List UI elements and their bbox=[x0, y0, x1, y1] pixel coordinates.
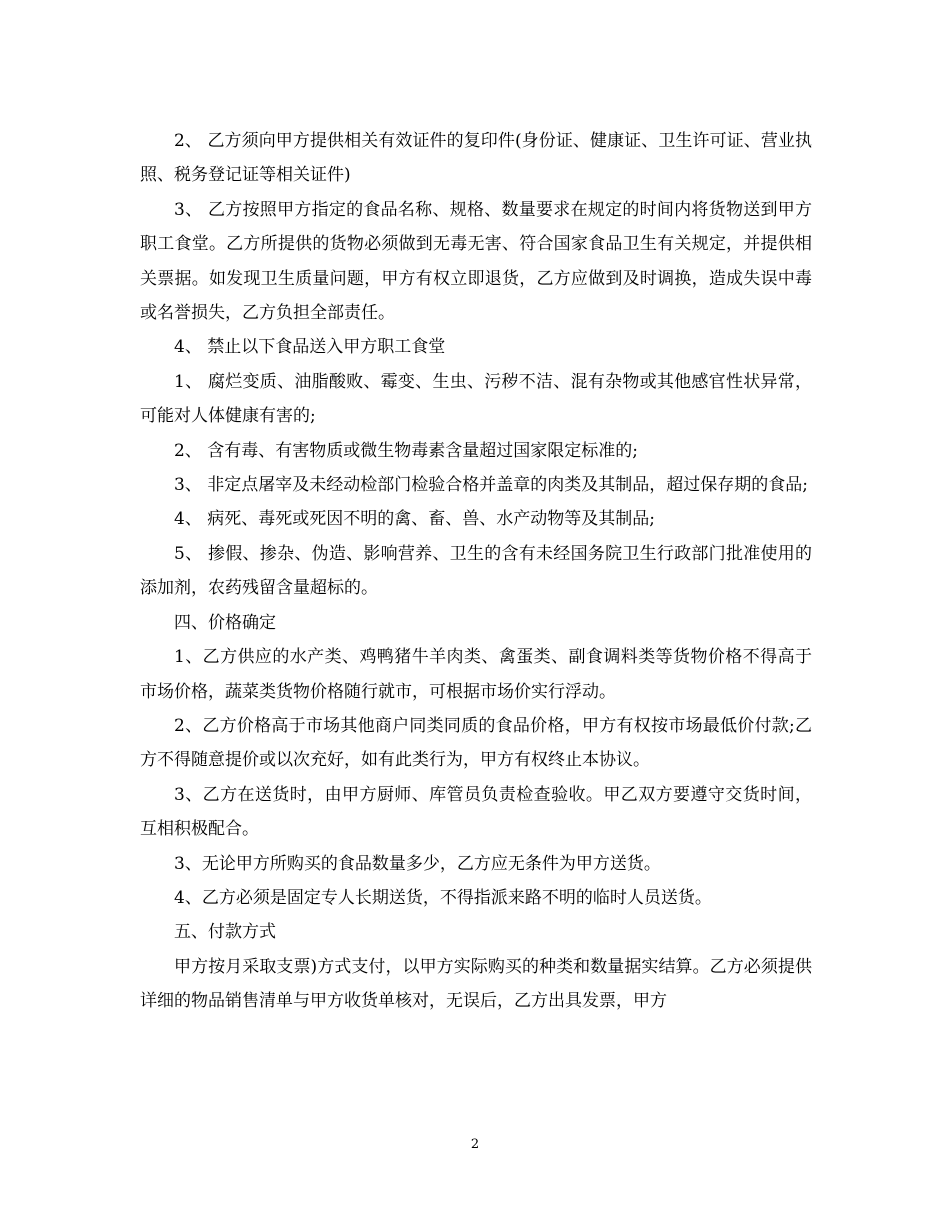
paragraph-pricing-2: 2、乙方价格高于市场其他商户同类同质的食品价格，甲方有权按市场最低价付款;乙方不得随意提价或以次充好，如有此类行为，甲方有权终止本协议。 bbox=[140, 715, 812, 771]
paragraph-prohibited-item-3: 3、 非定点屠宰及未经动检部门检验合格并盖章的肉类及其制品，超过保存期的食品; bbox=[174, 475, 808, 496]
paragraph-payment: 甲方按月采取支票)方式支付，以甲方实际购买的种类和数量据实结算。乙方必须提供详细的物品销售清单与甲方收货单核对，无误后，乙方出具发票，甲方 bbox=[140, 956, 812, 1012]
paragraph-clause-3-delivery: 3、 乙方按照甲方指定的食品名称、规格、数量要求在规定的时间内将货物送到甲方职工食堂。乙方所提供的货物必须做到无毒无害、符合国家食品卫生有关规定，并提供相关票据。如发现卫生质量问题，甲方有权立即退货，乙方应做到及时调换，造成失误中毒或名誉损失，乙方负担全部责任。 bbox=[140, 199, 812, 324]
paragraph-prohibited-item-1: 1、 腐烂变质、油脂酸败、霉变、生虫、污秽不洁、混有杂物或其他感官性状异常，可能对人体健康有害的; bbox=[140, 371, 812, 427]
paragraph-pricing-3: 3、乙方在送货时，由甲方厨师、库管员负责检查验收。甲乙双方要遵守交货时间，互相积极配合。 bbox=[140, 784, 812, 840]
section-heading-pricing: 四、价格确定 bbox=[174, 612, 276, 633]
paragraph-pricing-3b: 3、无论甲方所购买的食品数量多少，乙方应无条件为甲方送货。 bbox=[174, 853, 661, 874]
paragraph-prohibited-item-5: 5、 掺假、掺杂、伪造、影响营养、卫生的含有未经国务院卫生行政部门批准使用的添加剂，农药残留含量超标的。 bbox=[140, 543, 812, 599]
document-body bbox=[140, 124, 812, 1019]
paragraph-pricing-1: 1、乙方供应的水产类、鸡鸭猪牛羊肉类、禽蛋类、副食调料类等货物价格不得高于市场价格，蔬菜类货物价格随行就市，可根据市场价实行浮动。 bbox=[140, 647, 812, 702]
paragraph-prohibited-item-2: 2、 含有毒、有害物质或微生物毒素含量超过国家限定标准的; bbox=[174, 440, 638, 461]
paragraph-clause-4-prohibited: 4、 禁止以下食品送入甲方职工食堂 bbox=[174, 337, 446, 358]
paragraph-pricing-4: 4、乙方必须是固定专人长期送货，不得指派来路不明的临时人员送货。 bbox=[174, 887, 712, 908]
section-heading-payment: 五、付款方式 bbox=[174, 922, 276, 943]
paragraph-prohibited-item-4: 4、 病死、毒死或死因不明的禽、畜、兽、水产动物等及其制品; bbox=[174, 509, 655, 530]
page-number: 2 bbox=[470, 1137, 480, 1152]
paragraph-clause-2-certificates: 2、 乙方须向甲方提供相关有效证件的复印件(身份证、健康证、卫生许可证、营业执照、税务登记证等相关证件) bbox=[140, 131, 812, 186]
